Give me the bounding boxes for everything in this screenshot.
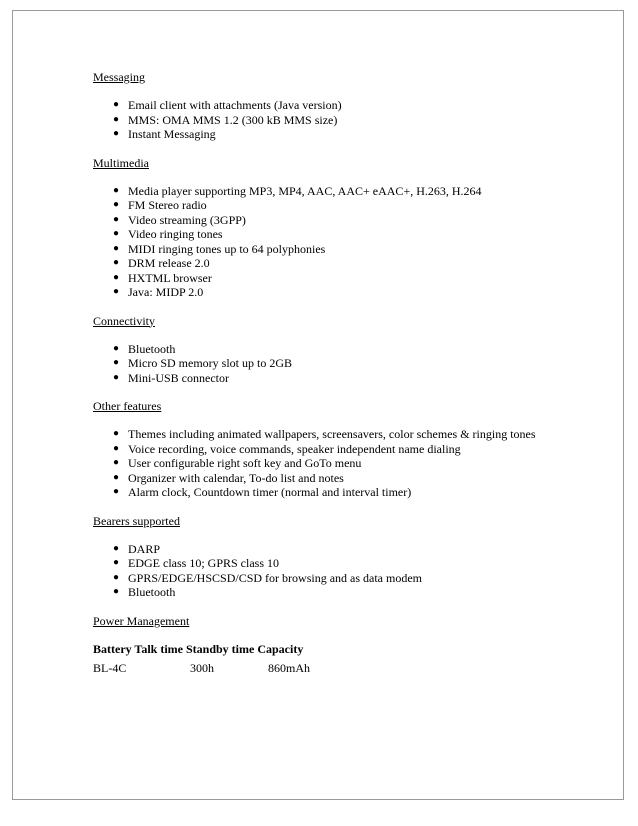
bullet-icon: ●	[113, 99, 120, 110]
bullet-icon: ●	[113, 342, 120, 354]
list-item: ● MMS: OMA MMS 1.2 (300 kB MMS size)	[113, 112, 338, 127]
section-connectivity	[93, 314, 553, 386]
list-item: ● Organizer with calendar, To-do list and notes	[113, 470, 344, 485]
talk-time-cell: 300h	[190, 660, 214, 675]
list-item: ● Micro SD memory slot up to 2GB	[113, 356, 292, 370]
bullet-icon: ●	[113, 557, 120, 568]
bullet-icon: ●	[113, 113, 120, 125]
bullet-list	[93, 542, 553, 600]
list-item: ● Mini-USB connector	[113, 370, 229, 385]
section-power-management	[93, 614, 553, 676]
power-table-header: Battery Talk time Standby time Capacity	[93, 641, 304, 656]
list-item: ● Instant Messaging	[113, 127, 216, 141]
section-bearers-supported	[93, 514, 553, 600]
list-item: ● Video streaming (3GPP)	[113, 212, 246, 227]
bullet-icon: ●	[113, 128, 120, 139]
bullet-list	[93, 98, 553, 142]
bullet-icon: ●	[113, 228, 120, 239]
bullet-icon: ●	[113, 357, 120, 368]
list-item: ● Bluetooth	[113, 585, 176, 599]
list-item: ● FM Stereo radio	[113, 198, 207, 212]
list-item: ● DRM release 2.0	[113, 256, 210, 270]
bullet-icon: ●	[113, 242, 120, 254]
document-content	[93, 70, 553, 676]
list-item: ● Email client with attachments (Java version)	[113, 98, 342, 112]
list-item: ● HXTML browser	[113, 270, 212, 285]
bullet-icon: ●	[113, 184, 120, 196]
bullet-icon: ●	[113, 442, 120, 454]
table-row	[93, 660, 553, 676]
bullet-icon: ●	[113, 257, 120, 268]
bullet-list	[93, 342, 553, 386]
bullet-icon: ●	[113, 486, 120, 497]
bullet-icon: ●	[113, 586, 120, 597]
bullet-icon: ●	[113, 571, 120, 583]
list-item: ● Video ringing tones	[113, 227, 223, 241]
list-item: ● Java: MIDP 2.0	[113, 285, 204, 299]
list-item: ● User configurable right soft key and GoTo menu	[113, 456, 362, 470]
section-heading: Bearers supported	[93, 513, 180, 528]
bullet-list	[93, 184, 553, 300]
list-item: ● EDGE class 10; GPRS class 10	[113, 556, 279, 570]
bullet-icon: ●	[113, 199, 120, 210]
bullet-icon: ●	[113, 286, 120, 297]
section-heading: Other features	[93, 399, 162, 413]
bullet-icon: ●	[113, 542, 120, 554]
section-heading: Power Management	[93, 613, 190, 628]
section-multimedia	[93, 156, 553, 300]
list-item: ● Alarm clock, Countdown timer (normal and interval timer)	[113, 485, 412, 499]
list-item: ● Voice recording, voice commands, speaker independent name dialing	[113, 441, 461, 456]
battery-cell: BL-4C	[93, 660, 127, 675]
list-item: ● DARP	[113, 541, 161, 556]
list-item: ● GPRS/EDGE/HSCSD/CSD for browsing and as data modem	[113, 570, 422, 585]
list-item: ● Bluetooth	[113, 341, 176, 356]
section-heading: Connectivity	[93, 313, 155, 328]
bullet-icon: ●	[113, 471, 120, 483]
section-heading: Messaging	[93, 70, 145, 84]
bullet-icon: ●	[113, 428, 120, 439]
section-messaging	[93, 70, 553, 142]
list-item: ● Themes including animated wallpapers, screensavers, color schemes & ringing tones	[113, 427, 536, 441]
bullet-icon: ●	[113, 271, 120, 283]
section-other-features	[93, 399, 553, 500]
list-item: ● MIDI ringing tones up to 64 polyphonies	[113, 241, 326, 256]
bullet-list	[93, 427, 553, 500]
section-heading: Multimedia	[93, 155, 149, 170]
list-item: ● Media player supporting MP3, MP4, AAC, AAC+ eAAC+, H.263, H.264	[113, 183, 482, 198]
bullet-icon: ●	[113, 457, 120, 468]
power-table	[93, 642, 553, 676]
bullet-icon: ●	[113, 371, 120, 383]
capacity-cell: 860mAh	[268, 660, 310, 675]
bullet-icon: ●	[113, 213, 120, 225]
